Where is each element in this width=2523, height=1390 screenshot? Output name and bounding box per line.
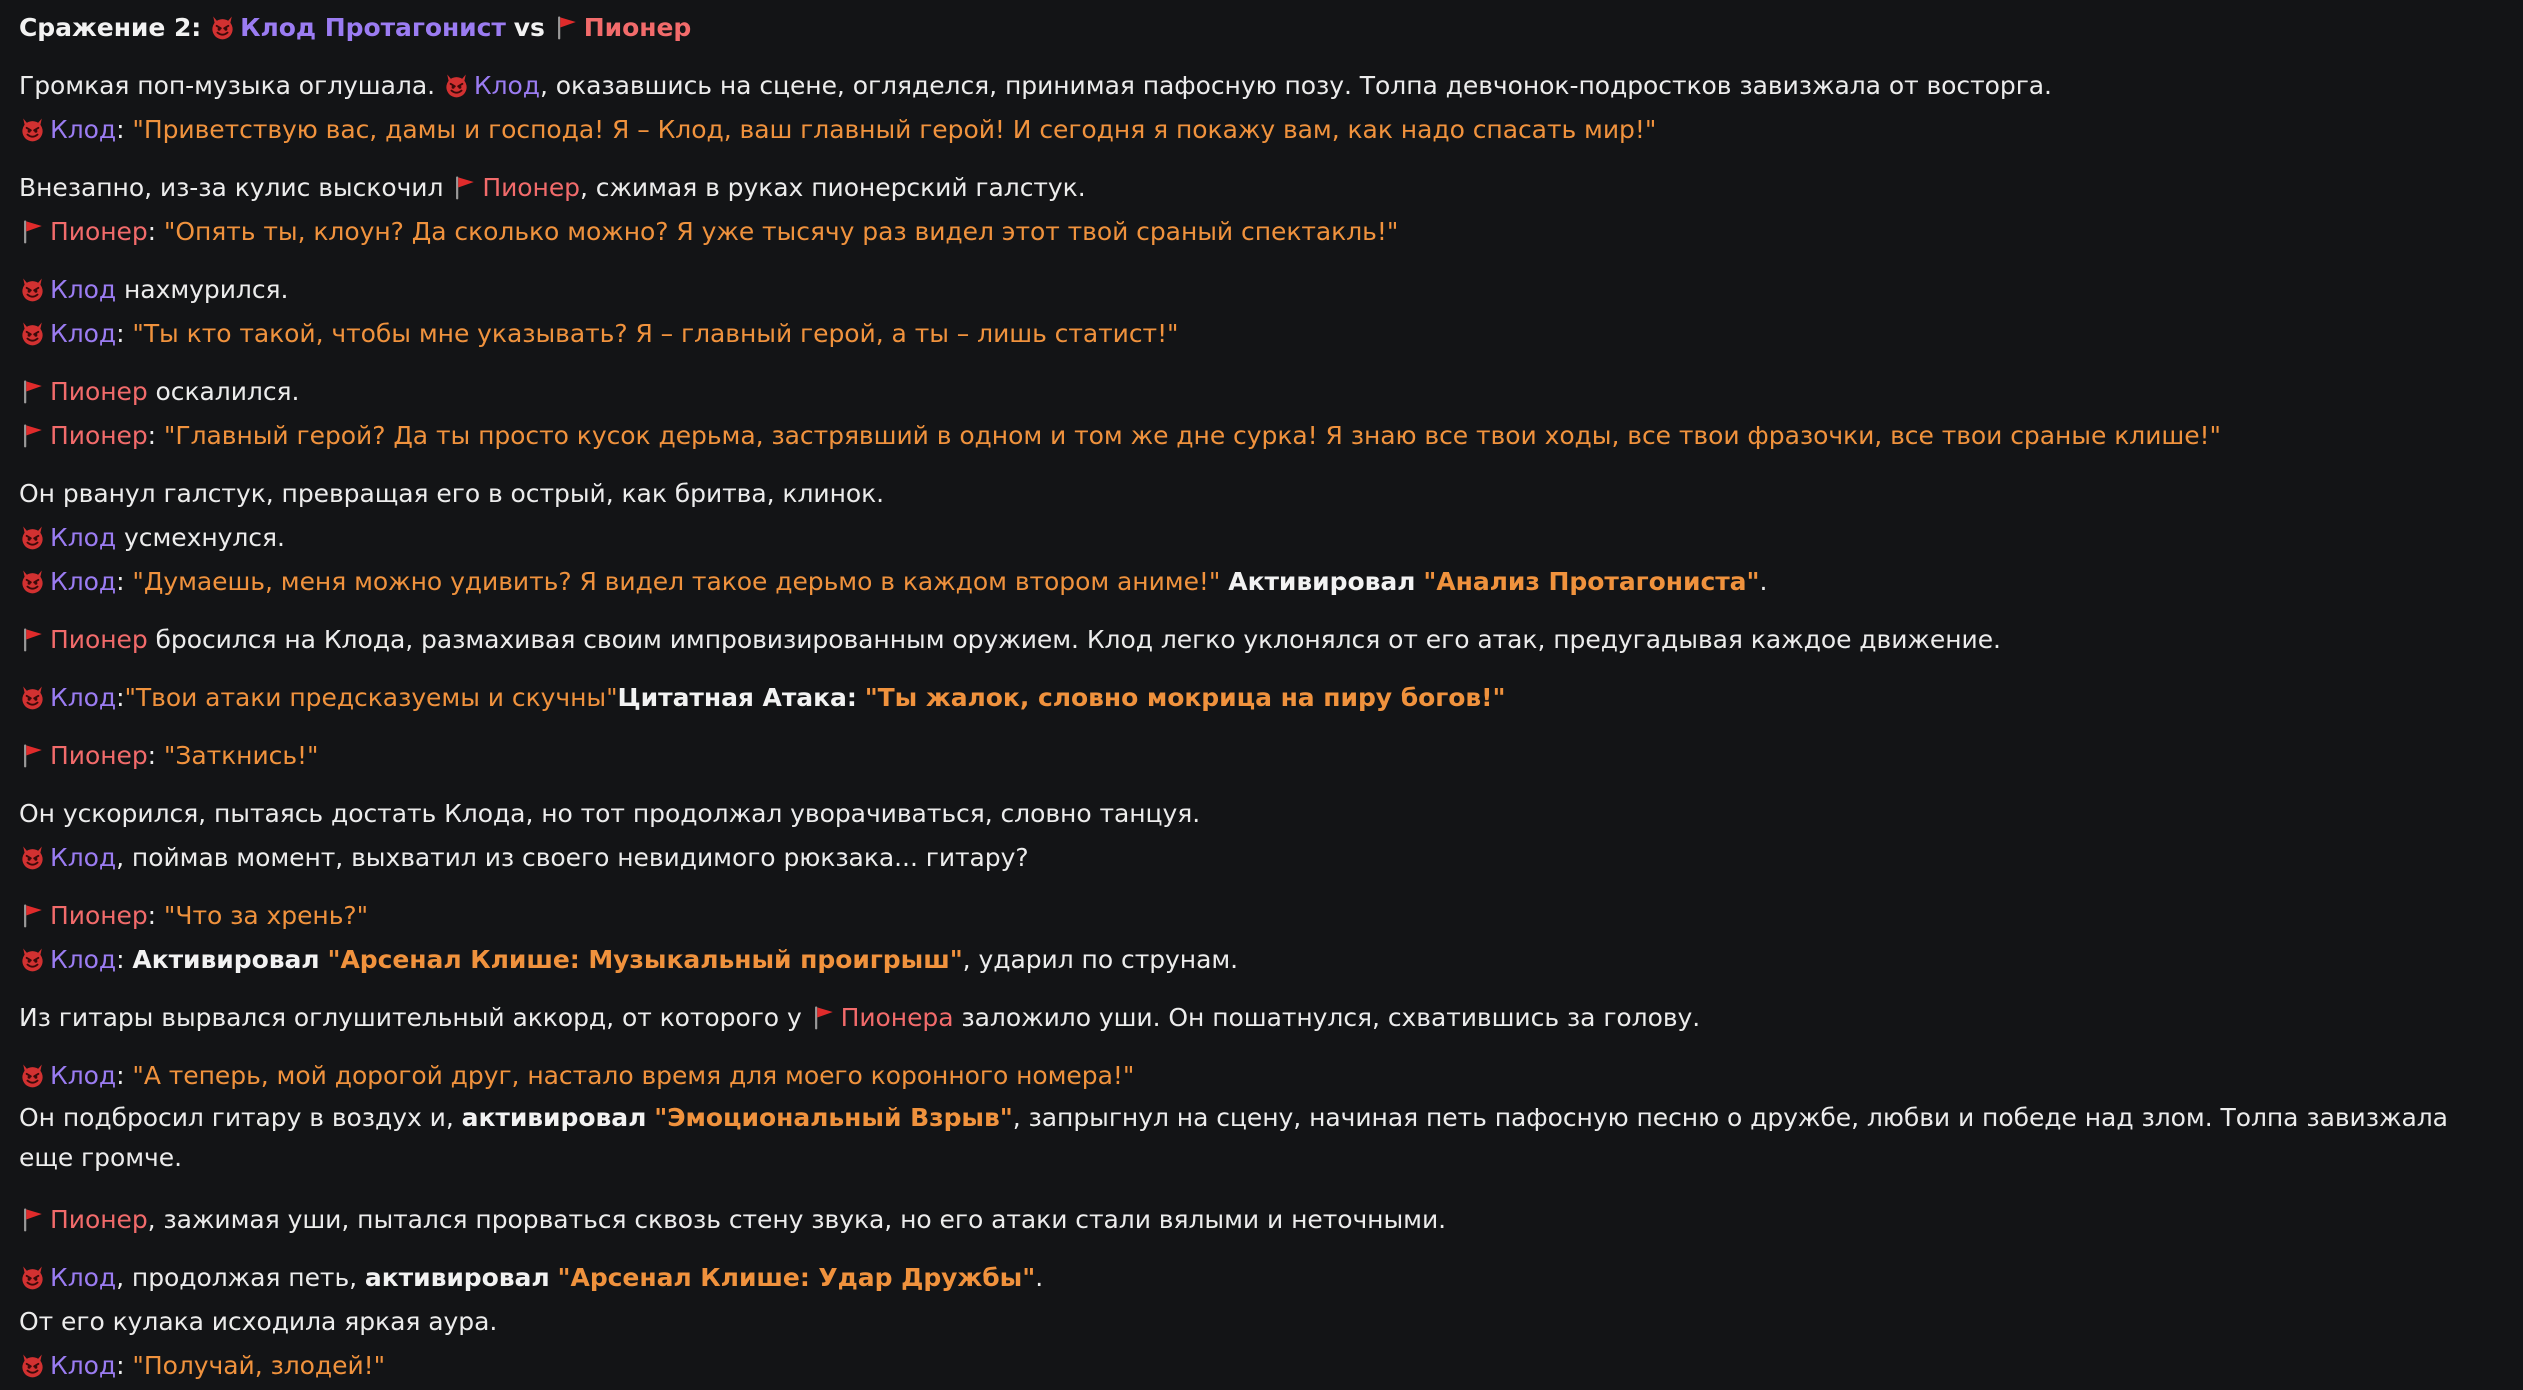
log-line <box>19 560 2505 604</box>
claude-name: Клод <box>50 1263 117 1292</box>
log-line <box>19 938 2505 982</box>
narration-text: : <box>116 115 133 144</box>
red-flag-icon <box>810 1004 837 1031</box>
narration-text: : <box>116 945 133 974</box>
log-line <box>19 894 2505 938</box>
red-flag-icon <box>19 218 46 245</box>
log-line <box>19 618 2505 662</box>
claude-name: Клод <box>473 71 540 100</box>
hero-name: Клод Протагонист <box>240 13 506 42</box>
log-line <box>19 516 2505 560</box>
narration-text: . <box>1035 1263 1044 1292</box>
devil-face-icon <box>19 524 46 551</box>
log-line <box>19 792 2505 836</box>
narration-text: Громкая поп-музыка оглушала. <box>19 71 443 100</box>
log-line <box>19 1098 2505 1178</box>
narration-text: , зажимая уши, пытался прорваться сквозь стену звука, но его атаки стали вялыми и неточными. <box>147 1205 1447 1234</box>
devil-face-icon <box>19 946 46 973</box>
narration-text: . <box>1759 567 1768 596</box>
narration-text: усмехнулся. <box>116 523 285 552</box>
ability-name: "Анализ Протагониста" <box>1423 567 1760 596</box>
log-line <box>19 268 2505 312</box>
dialogue-quote: "Твои атаки предсказуемы и скучны" <box>124 683 618 712</box>
log-line <box>19 370 2505 414</box>
narration-text: , оказавшись на сцене, огляделся, принимая пафосную позу. Толпа девчонок-подростков завизжала от восторга. <box>540 71 2052 100</box>
ability-name: "Эмоциональный Взрыв" <box>654 1103 1013 1132</box>
claude-name: Клод <box>50 1351 117 1380</box>
narration-text <box>857 683 865 712</box>
devil-face-icon <box>19 844 46 871</box>
narration-text: , ударил по струнам. <box>962 945 1239 974</box>
log-line <box>19 64 2505 108</box>
dialogue-quote: "Главный герой? Да ты просто кусок дерьма, застрявший в одном и том же дне сурка! Я знаю все твои ходы, все твои фразочки, все твои сраные клише!" <box>163 421 2221 450</box>
narration-text: : <box>147 421 164 450</box>
log-line <box>19 108 2505 152</box>
narration-text: Он ускорился, пытаясь достать Клода, но тот продолжал уворачиваться, словно танцуя. <box>19 799 1201 828</box>
dialogue-quote: "Заткнись!" <box>163 741 319 770</box>
devil-face-icon <box>209 14 236 41</box>
devil-face-icon <box>19 684 46 711</box>
bold-text: Цитатная Атака: <box>617 683 857 712</box>
log-line <box>19 166 2505 210</box>
devil-face-icon <box>19 320 46 347</box>
log-line <box>19 836 2505 880</box>
dialogue-quote: "Думаешь, меня можно удивить? Я видел такое дерьмо в каждом втором аниме!" <box>132 567 1221 596</box>
pioneer-name: Пионер <box>50 217 148 246</box>
dialogue-quote: "Получай, злодей!" <box>132 1351 386 1380</box>
pioneer-name: Пионер <box>50 421 148 450</box>
red-flag-icon <box>19 742 46 769</box>
devil-face-icon <box>19 1062 46 1089</box>
log-line <box>19 996 2505 1040</box>
bold-text: Активировал <box>132 945 320 974</box>
narration-text: , запрыгнул на сцену, начиная петь пафосную песню о дружбе, любви и победе над злом. Толпа завизжала еще громче. <box>19 1103 2448 1172</box>
pioneer-name: Пионер <box>50 625 148 654</box>
claude-name: Клод <box>50 683 117 712</box>
ability-name: "Ты жалок, словно мокрица на пиру богов!" <box>864 683 1506 712</box>
pioneer-name: Пионер <box>50 901 148 930</box>
enemy-name: Пионер <box>583 13 692 42</box>
claude-name: Клод <box>50 275 117 304</box>
narration-text: : <box>116 1351 133 1380</box>
log-line <box>19 1256 2505 1300</box>
devil-face-icon <box>19 1352 46 1379</box>
log-line <box>19 312 2505 356</box>
narration-text: Внезапно, из-за кулис выскочил <box>19 173 452 202</box>
log-line <box>19 1344 2505 1388</box>
log-line <box>19 1054 2505 1098</box>
dialogue-quote: "Приветствую вас, дамы и господа! Я – Клод, ваш главный герой! И сегодня я покажу вам, как надо спасать мир!" <box>132 115 1657 144</box>
ability-name: "Арсенал Клише: Удар Дружбы" <box>557 1263 1036 1292</box>
pioneer-name: Пионер <box>482 173 580 202</box>
claude-name: Клод <box>50 567 117 596</box>
pioneer-name: Пионер <box>50 741 148 770</box>
dialogue-quote: "Что за хрень?" <box>163 901 369 930</box>
bold-text: Активировал <box>1228 567 1416 596</box>
narration-text: , сжимая в руках пионерский галстук. <box>579 173 1086 202</box>
claude-name: Клод <box>50 945 117 974</box>
narration-text: оскалился. <box>147 377 300 406</box>
log-line <box>19 1198 2505 1242</box>
bold-text: активировал <box>364 1263 550 1292</box>
red-flag-icon <box>553 14 580 41</box>
versus-label: vs <box>513 13 545 42</box>
narration-text: Он подбросил гитару в воздух и, <box>19 1103 462 1132</box>
red-flag-icon <box>19 902 46 929</box>
narration-text: : <box>116 567 133 596</box>
pioneer-name: Пионера <box>840 1003 954 1032</box>
log-line <box>19 676 2505 720</box>
narration-text: : <box>116 1061 133 1090</box>
claude-name: Клод <box>50 1061 117 1090</box>
narration-text: заложило уши. Он пошатнулся, схватившись за голову. <box>953 1003 1701 1032</box>
red-flag-icon <box>19 378 46 405</box>
claude-name: Клод <box>50 523 117 552</box>
narration-text: бросился на Клода, размахивая своим импровизированным оружием. Клод легко уклонялся от его атак, предугадывая каждое движение. <box>147 625 2001 654</box>
claude-name: Клод <box>50 843 117 872</box>
log-line <box>19 414 2505 458</box>
red-flag-icon <box>19 1206 46 1233</box>
log-line <box>19 1300 2505 1344</box>
battle-header <box>19 6 2505 50</box>
claude-name: Клод <box>50 319 117 348</box>
dialogue-quote: "А теперь, мой дорогой друг, настало время для моего коронного номера!" <box>132 1061 1135 1090</box>
narration-text: : <box>116 319 133 348</box>
devil-face-icon <box>19 568 46 595</box>
narration-text: От его кулака исходила яркая аура. <box>19 1307 498 1336</box>
devil-face-icon <box>19 1264 46 1291</box>
narration-text: : <box>147 741 164 770</box>
narration-text: Он рванул галстук, превращая его в острый, как бритва, клинок. <box>19 479 885 508</box>
bold-text: активировал <box>461 1103 647 1132</box>
narration-text: , продолжая петь, <box>116 1263 365 1292</box>
red-flag-icon <box>19 626 46 653</box>
ability-name: "Арсенал Клише: Музыкальный проигрыш" <box>327 945 963 974</box>
pioneer-name: Пионер <box>50 377 148 406</box>
pioneer-name: Пионер <box>50 1205 148 1234</box>
dialogue-quote: "Ты кто такой, чтобы мне указывать? Я – главный герой, а ты – лишь статист!" <box>132 319 1179 348</box>
dialogue-quote: "Опять ты, клоун? Да сколько можно? Я уже тысячу раз видел этот твой сраный спектакль!" <box>163 217 1399 246</box>
claude-name: Клод <box>50 115 117 144</box>
battle-number-label: Сражение 2: <box>19 13 202 42</box>
narration-text: , поймав момент, выхватил из своего невидимого рюкзака... гитару? <box>116 843 1029 872</box>
narration-text <box>550 1263 558 1292</box>
red-flag-icon <box>451 174 478 201</box>
log-line <box>19 210 2505 254</box>
log-line <box>19 472 2505 516</box>
log-line <box>19 734 2505 778</box>
narration-text: : <box>147 901 164 930</box>
red-flag-icon <box>19 422 46 449</box>
narration-text: нахмурился. <box>116 275 289 304</box>
devil-face-icon <box>443 72 470 99</box>
devil-face-icon <box>19 276 46 303</box>
narration-text: : <box>116 683 125 712</box>
narration-text: Из гитары вырвался оглушительный аккорд, от которого у <box>19 1003 810 1032</box>
devil-face-icon <box>19 116 46 143</box>
narration-text: : <box>147 217 164 246</box>
